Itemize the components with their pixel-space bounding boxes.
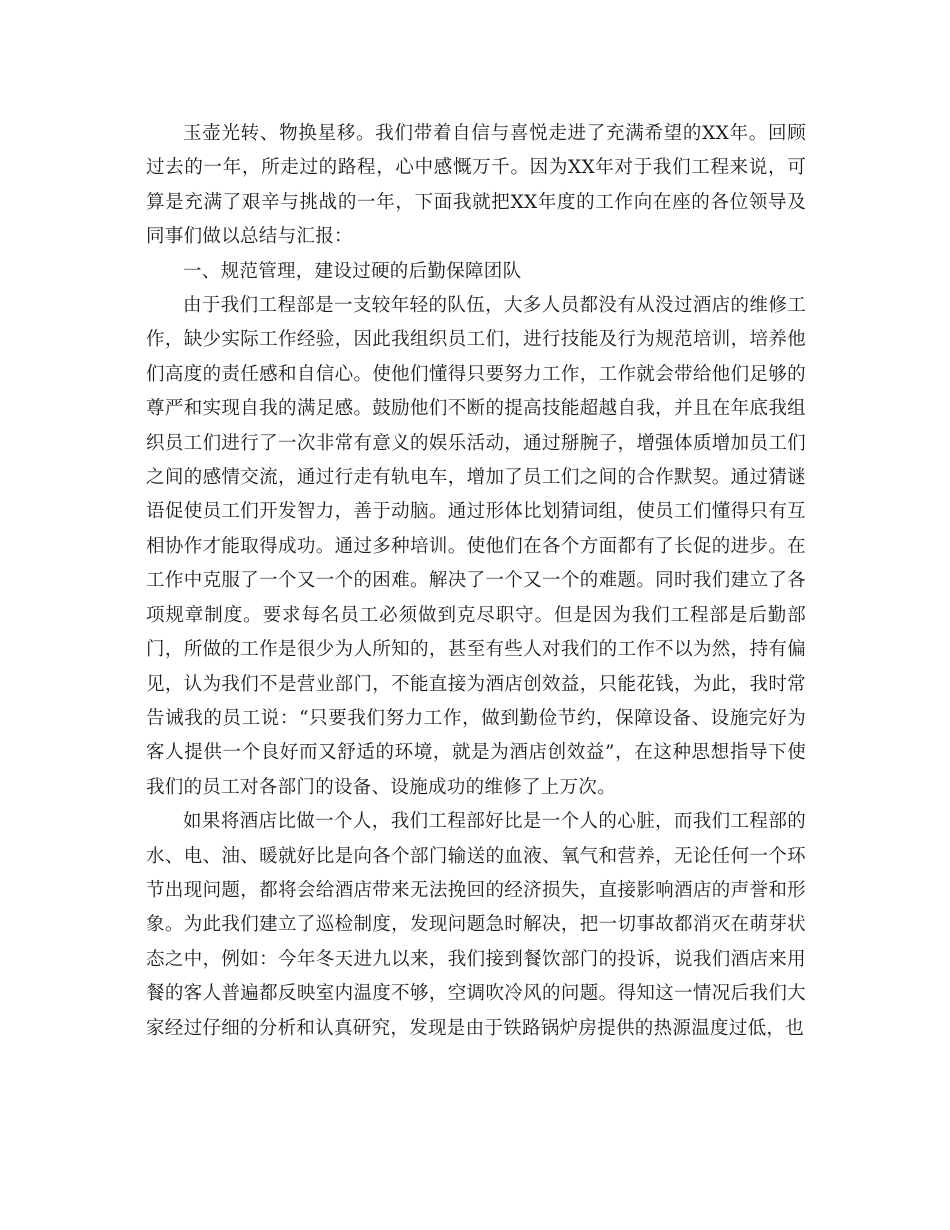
- body-paragraph: 由于我们工程部是一支较年轻的队伍，大多人员都没有从没过酒店的维修工作，缺少实际工作经验，因此我组织员工们，进行技能及行为规范培训，培养他们高度的责任感和自信心。使他们懂得只要努力工作，工作就会带给他们足够的尊严和实现自我的满足感。鼓励他们不断的提高技能超越自我，并且在年底我组织员工们进行了一次非常有意义的娱乐活动，通过掰腕子，增强体质增加员工们之间的感情交流，通过行走有轨电车，增加了员工们之间的合作默契。通过猜谜语促使员工们开发智力，善于动脑。通过形体比划猜词组，使员工们懂得只有互相协作才能取得成功。通过多种培训。使他们在各个方面都有了长促的进步。在工作中克服了一个又一个的困难。解决了一个又一个的难题。同时我们建立了各项规章制度。要求每名员工必须做到克尽职守。但是因为我们工程部是后勤部门，所做的工作是很少为人所知的，甚至有些人对我们的工作不以为然，持有偏见，认为我们不是营业部门，不能直接为酒店创效益，只能花钱，为此，我时常告诫我的员工说：“只要我们努力工作，做到勤俭节约，保障设备、设施完好为客人提供一个良好而又舒适的环境，就是为酒店创效益”，在这种思想指导下使我们的员工对各部门的设备、设施成功的维修了上万次。: [146, 295, 806, 798]
- intro-paragraph: 玉壶光转、物换星移。我们带着自信与喜悦走进了充满希望的XX年。回顾过去的一年，所走过的路程，心中感慨万千。因为XX年对于我们工程来说，可算是充满了艰辛与挑战的一年，下面我就把XX年度的工作向在座的各位领导及同事们做以总结与汇报：: [146, 123, 806, 248]
- document-body: [146, 117, 806, 1046]
- section-heading: 一、规范管理，建设过硬的后勤保障团队: [183, 260, 522, 282]
- body-paragraph: 如果将酒店比做一个人，我们工程部好比是一个人的心脏，而我们工程部的水、电、油、暖就好比是向各个部门输送的血液、氧气和营养，无论任何一个环节出现问题，都将会给酒店带来无法挽回的经济损失，直接影响酒店的声誉和形象。为此我们建立了巡检制度，发现问题急时解决，把一切事故都消灭在萌芽状态之中，例如：今年冬天进九以来，我们接到餐饮部门的投诉，说我们酒店来用餐的客人普遍都反映室内温度不够，空调吹冷风的问题。得知这一情况后我们大家经过仔细的分析和认真研究，发现是由于铁路锅炉房提供的热源温度过低，也: [146, 811, 806, 1039]
